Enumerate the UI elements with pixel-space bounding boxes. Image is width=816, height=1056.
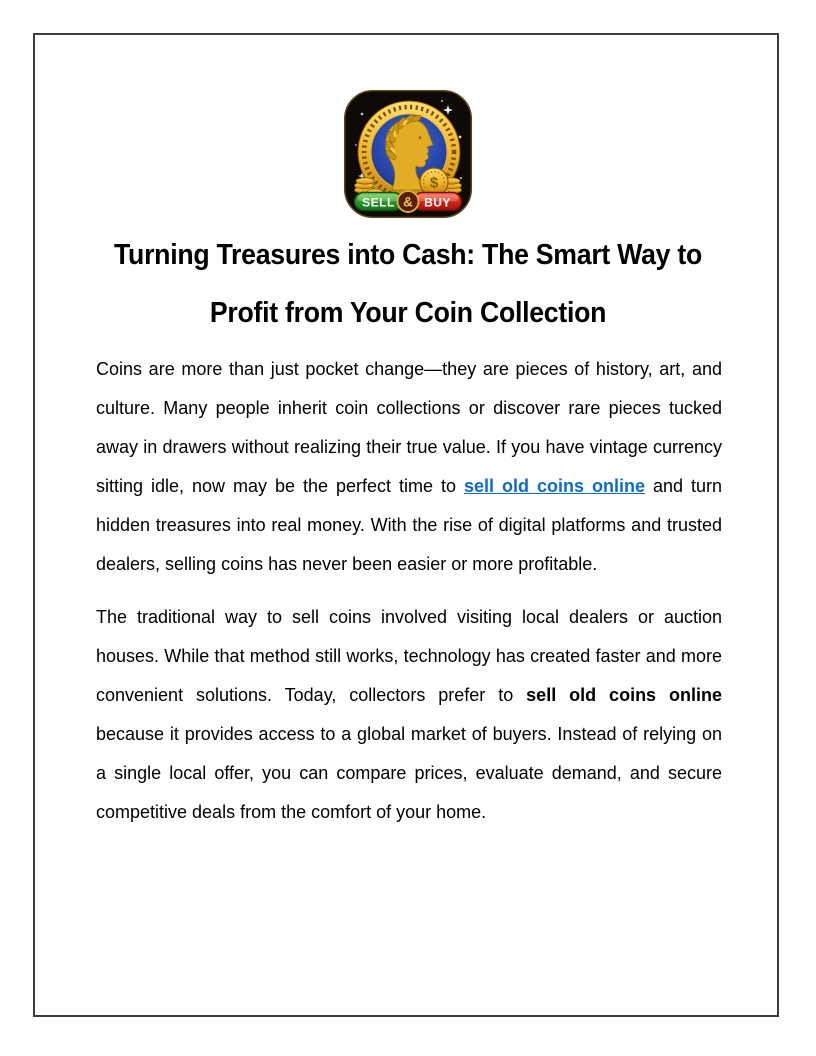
paragraph-1 [96,350,722,584]
sell-old-coins-online-link[interactable]: sell old coins online [464,476,645,496]
paragraph-1-text-before: Coins are more than just pocket change—they are pieces of history, art, and culture. Many people inherit coin collections or discover rare pieces tucked away in drawers without realizing their true value. If you have vintage currency sitting idle, now may be the perfect time to [96,359,722,496]
sell-button-label: SELL [362,195,395,210]
page-title-line2: Profit from Your Coin Collection [209,297,607,329]
dollar-sign-label: $ [429,174,439,192]
paragraph-2 [96,598,722,832]
sell-buy-app-icon [344,90,472,218]
sell-button-graphic [355,193,403,211]
page-title-line1: Turning Treasures into Cash: The Smart Way to [114,239,702,271]
paragraph-2-text-before: The traditional way to sell coins involved visiting local dealers or auction houses. While that method still works, technology has created faster and more convenient solutions. Today, collectors prefer to [96,607,722,705]
buy-button-graphic [414,193,462,211]
paragraph-2-text-after: because it provides access to a global market of buyers. Instead of relying on a single local offer, you can compare prices, evaluate demand, and secure competitive deals from the comfort of your home. [96,724,722,822]
sell-old-coins-online-bold-phrase: sell old coins online [526,685,723,705]
coin-app-icon-graphic [344,90,472,218]
ampersand-badge-icon [398,191,419,212]
page-title [40,226,776,342]
document-body [96,350,722,846]
paragraph-1-text-after: and turn hidden treasures into real money. With the rise of digital platforms and trusted dealers, selling coins has never been easier or more profitable. [96,476,722,574]
buy-button-label: BUY [424,195,451,210]
ampersand-label: & [403,194,413,210]
